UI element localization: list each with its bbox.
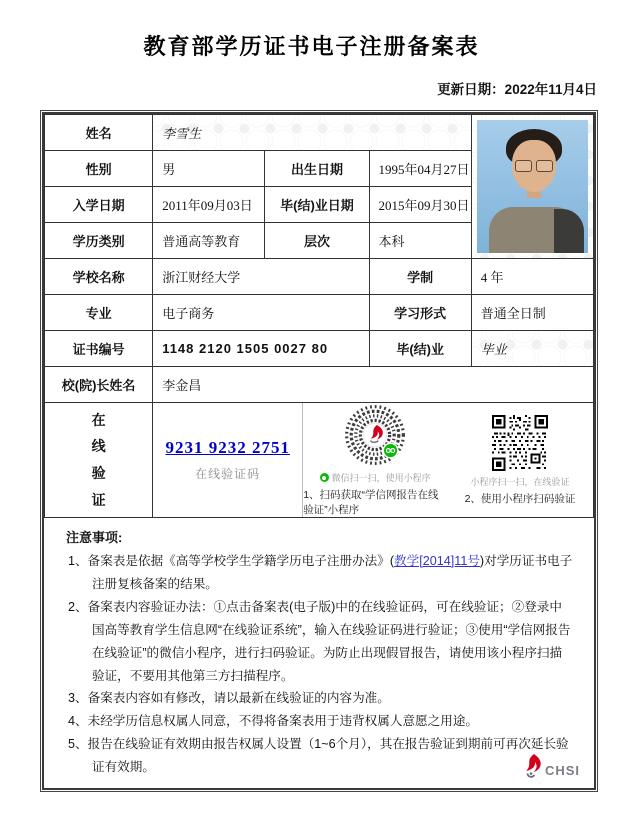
- verification-code-caption: 在线验证码: [195, 467, 261, 481]
- gender-value: 男: [153, 151, 265, 187]
- school-value: 浙江财经大学: [153, 259, 369, 295]
- miniprogram-qr-block: [447, 403, 593, 517]
- enroll-date-label: 入学日期: [45, 187, 153, 223]
- miniprogram-qr-caption: 2、使用小程序扫码验证: [464, 492, 576, 505]
- wechat-qr-caption: 1、扫码获取“学信网报告在线验证”小程序: [303, 489, 439, 516]
- gender-label: 性别: [45, 151, 153, 187]
- major-label: 专业: [45, 295, 153, 331]
- major-value: 电子商务: [153, 295, 369, 331]
- table-row: [45, 331, 594, 367]
- verification-code-link[interactable]: 9231 9232 2751: [165, 438, 290, 457]
- duration-value: 4 年: [471, 259, 593, 295]
- student-info-table: [44, 114, 594, 518]
- wechat-icon: [320, 473, 329, 482]
- president-label: 校(院)长姓名: [45, 367, 153, 403]
- document-inner-frame: [42, 112, 596, 790]
- school-label: 学校名称: [45, 259, 153, 295]
- wechat-miniprogram-qr-icon: [343, 403, 407, 467]
- note-item-2: 2、备案表内容验证办法：①点击备案表(电子版)中的在线验证码，可在线验证；②登录中国高等教育学生信息网“在线验证系统”，输入在线验证码进行验证；③使用“学信网报告在线验证”的微信小程序，进行扫码验证。为防止出现假冒报告，请使用该小程序扫描验证，不要用其他第三方扫描程序。: [68, 599, 571, 683]
- cert-no-value: 1148 2120 1505 0027 80: [153, 331, 369, 367]
- verification-code-box: [153, 403, 303, 517]
- study-form-value: 普通全日制: [471, 295, 593, 331]
- wechat-scan-hint: 微信扫一扫，使用小程序: [320, 471, 431, 484]
- president-value: 李金昌: [153, 367, 594, 403]
- notes-heading: 注意事项:: [66, 530, 123, 545]
- edu-type-label: 学历类别: [45, 223, 153, 259]
- chsi-flame-icon: [521, 754, 541, 778]
- miniprogram-qr-code-icon: [492, 415, 548, 471]
- verification-label: 在线验证: [91, 411, 106, 508]
- enroll-date-value: 2011年09月03日: [153, 187, 265, 223]
- table-row-verification: [45, 403, 594, 518]
- note-item-1: 1、备案表是依据《高等学校学生学籍学历电子注册办法》(教学[2014]11号)对学历证书电子注册复核备案的结果。: [68, 554, 573, 591]
- name-label: 姓名: [45, 115, 153, 151]
- miniprogram-scan-hint: 小程序扫一扫，在线验证: [470, 476, 570, 487]
- regulation-link[interactable]: 教学[2014]11号: [394, 554, 480, 568]
- grad-status-value: 毕业: [471, 331, 593, 367]
- chsi-logo-text: CHSI: [544, 763, 580, 778]
- grad-date-label: 毕(结)业日期: [265, 187, 369, 223]
- level-label: 层次: [265, 223, 369, 259]
- note-item-5: 5、报告在线验证有效期由报告权属人设置（1~6个月），其在报告验证到期前可再次延长验证有效期。: [68, 737, 569, 775]
- notes-section: [44, 518, 594, 788]
- verification-label-cell: [45, 403, 153, 518]
- cert-no-label: 证书编号: [45, 331, 153, 367]
- name-value: 李雪生: [153, 115, 472, 151]
- wechat-qr-block: [303, 403, 447, 517]
- duration-label: 学制: [369, 259, 471, 295]
- verification-cell: [153, 403, 594, 518]
- table-row: [45, 115, 594, 151]
- photo-cardigan: [554, 209, 584, 253]
- table-row: [45, 259, 594, 295]
- grad-status-label: 毕(结)业: [369, 331, 471, 367]
- chsi-logo: [521, 754, 580, 778]
- update-date: 更新日期：2022年11月4日: [437, 82, 597, 97]
- photo-glasses: [515, 160, 553, 171]
- birth-date-label: 出生日期: [265, 151, 369, 187]
- edu-type-value: 普通高等教育: [153, 223, 265, 259]
- level-value: 本科: [369, 223, 471, 259]
- birth-date-value: 1995年04月27日: [369, 151, 471, 187]
- table-row: [45, 367, 594, 403]
- page-title: 教育部学历证书电子注册备案表: [143, 34, 480, 59]
- note-item-3: 3、备案表内容如有修改，请以最新在线验证的内容为准。: [68, 691, 390, 706]
- study-form-label: 学习形式: [369, 295, 471, 331]
- id-photo: [477, 120, 588, 253]
- id-photo-cell: [471, 115, 593, 259]
- document-frame: [40, 110, 598, 792]
- note-item-4: 4、未经学历信息权属人同意，不得将备案表用于违背权属人意愿之用途。: [68, 714, 479, 729]
- grad-date-value: 2015年09月30日: [369, 187, 471, 223]
- table-row: [45, 295, 594, 331]
